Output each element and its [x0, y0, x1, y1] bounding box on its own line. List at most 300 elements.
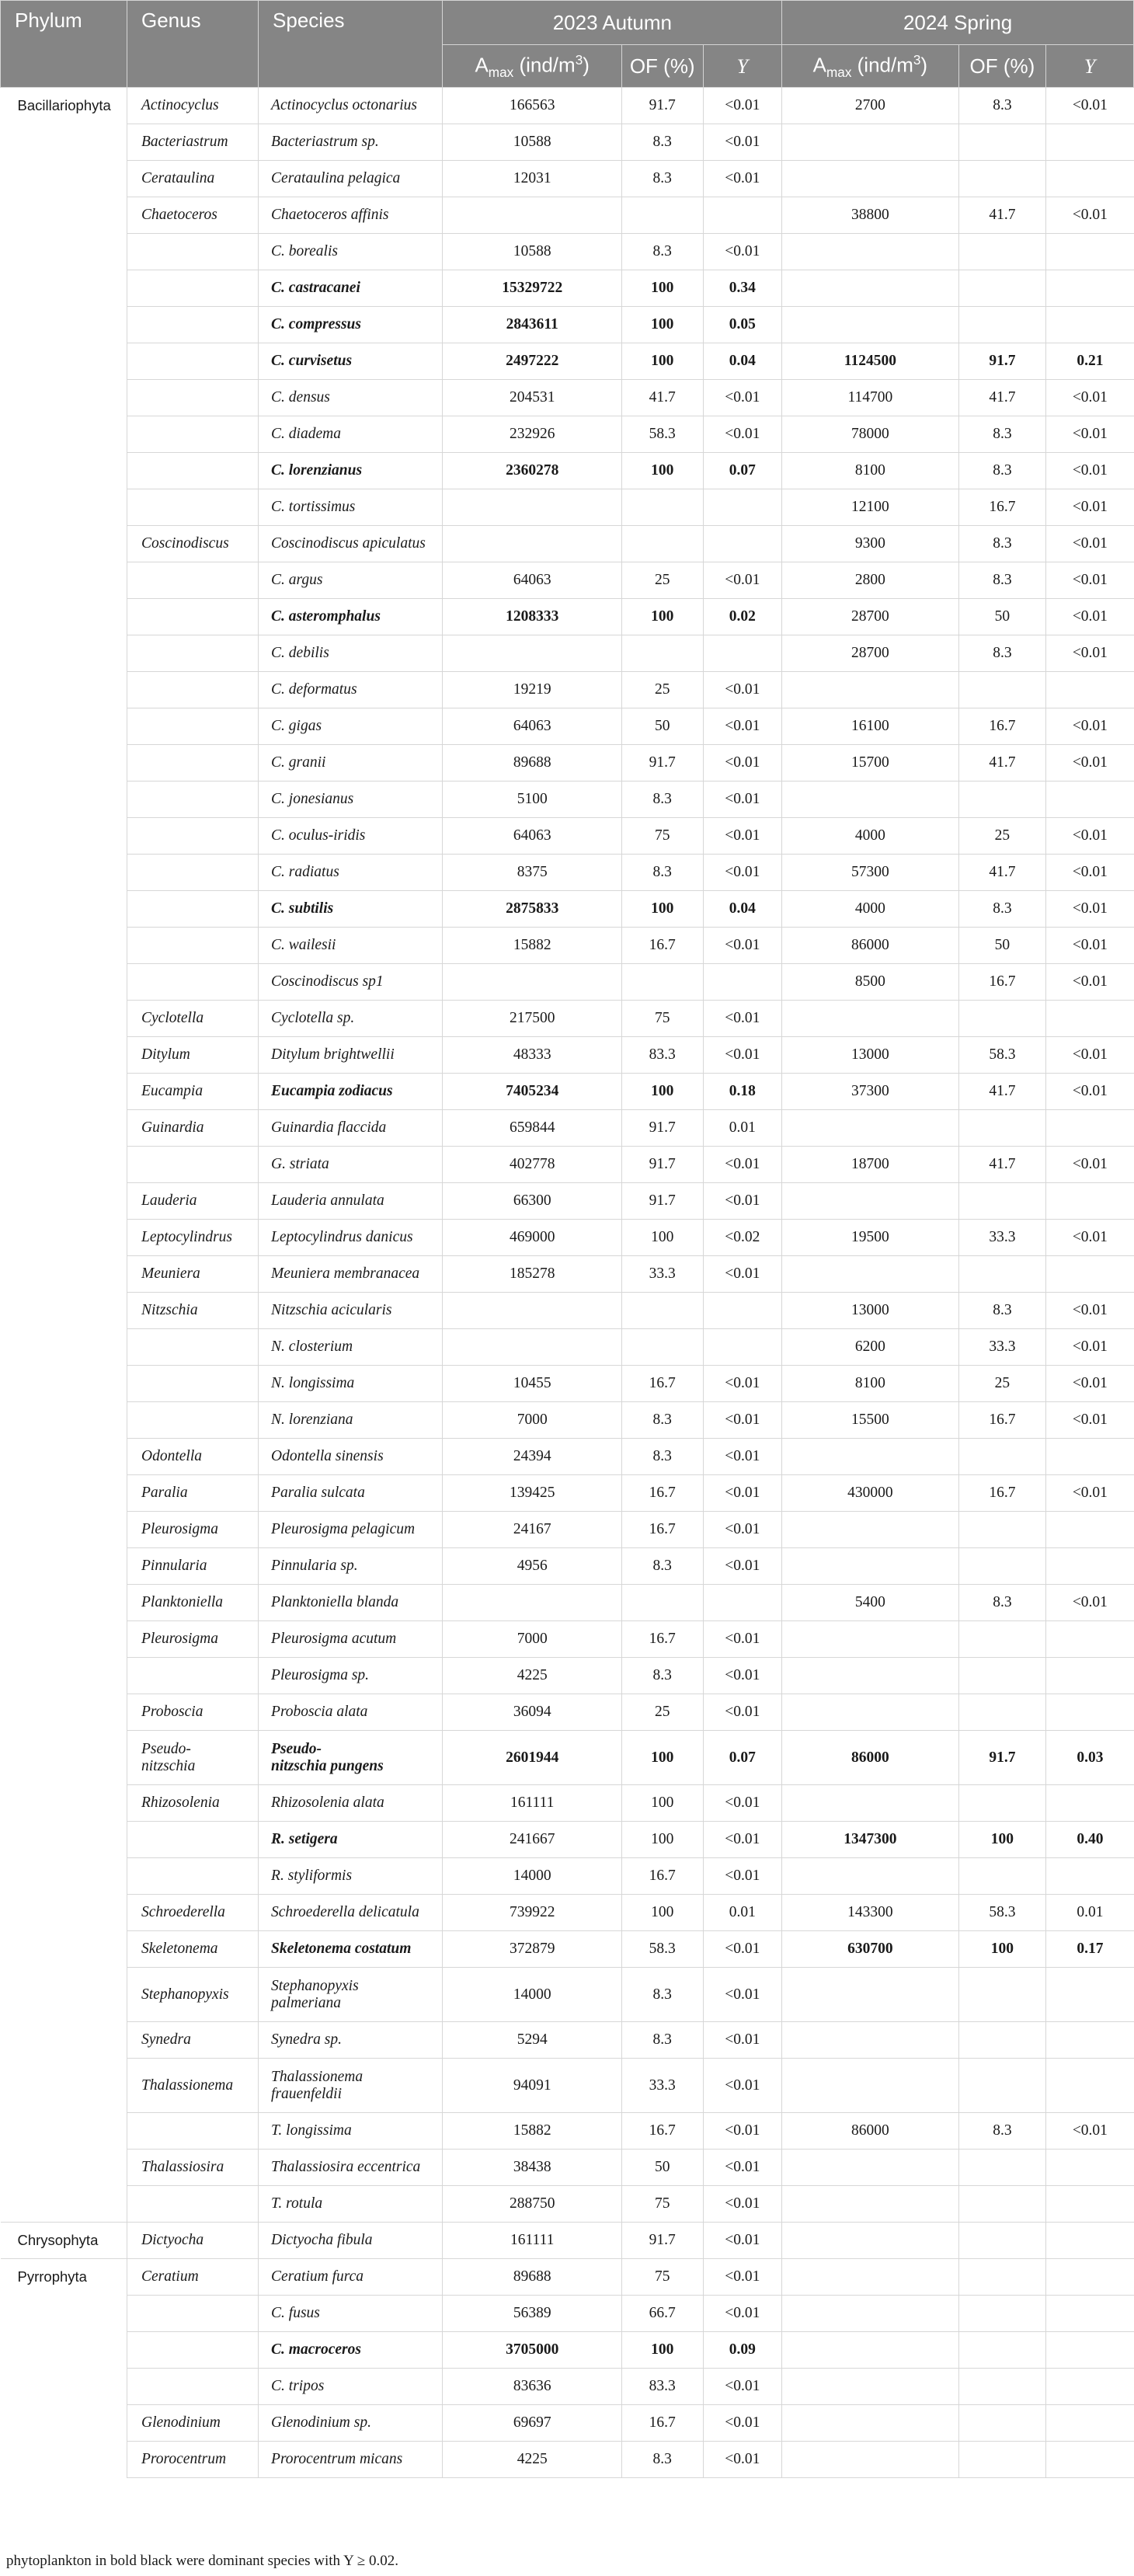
table-row	[1, 343, 1134, 380]
header-phylum: Phylum	[1, 1, 127, 88]
y-2024-cell	[1046, 1658, 1134, 1694]
of-2023-cell: 8.3	[621, 1402, 703, 1439]
amax-2024-cell: 630700	[782, 1931, 958, 1968]
of-2023-cell: 75	[621, 1001, 703, 1037]
y-2024-cell	[1046, 307, 1134, 343]
amax-2024-cell	[782, 2296, 958, 2332]
of-2023-cell: 41.7	[621, 380, 703, 416]
genus-cell	[127, 343, 259, 380]
of-2023-cell: 100	[621, 1074, 703, 1110]
table-row	[1, 855, 1134, 891]
genus-cell	[127, 599, 259, 635]
table-row	[1, 88, 1134, 124]
genus-cell	[127, 782, 259, 818]
of-2024-cell: 41.7	[958, 855, 1046, 891]
genus-cell	[127, 855, 259, 891]
amax-2024-cell: 1347300	[782, 1822, 958, 1858]
y-2024-cell	[1046, 1439, 1134, 1475]
amax-2024-cell	[782, 2150, 958, 2186]
genus-cell: Chaetoceros	[127, 197, 259, 234]
species-cell: C. subtilis	[259, 891, 443, 928]
amax-2024-cell	[782, 2059, 958, 2113]
of-2023-cell: 8.3	[621, 234, 703, 270]
y-2023-cell: <0.01	[703, 1658, 782, 1694]
amax-2024-cell	[782, 1001, 958, 1037]
table-row	[1, 745, 1134, 782]
amax-2024-cell: 8500	[782, 964, 958, 1001]
amax-2024-cell	[782, 782, 958, 818]
amax-2024-cell: 28700	[782, 635, 958, 672]
of-2023-cell: 100	[621, 599, 703, 635]
y-2024-cell	[1046, 1858, 1134, 1895]
y-2024-cell	[1046, 672, 1134, 708]
y-2023-cell	[703, 1293, 782, 1329]
y-2024-cell: <0.01	[1046, 818, 1134, 855]
of-2024-cell	[958, 234, 1046, 270]
of-2024-cell: 50	[958, 928, 1046, 964]
species-cell: R. styliformis	[259, 1858, 443, 1895]
y-2024-cell: <0.01	[1046, 1293, 1134, 1329]
header-y-2024: Y	[1046, 45, 1134, 88]
species-cell: C. curvisetus	[259, 343, 443, 380]
of-2023-cell: 8.3	[621, 1439, 703, 1475]
amax-2024-cell: 15700	[782, 745, 958, 782]
y-2023-cell: <0.01	[703, 1402, 782, 1439]
of-2023-cell: 16.7	[621, 2113, 703, 2150]
genus-cell	[127, 1366, 259, 1402]
amax-2023-cell: 69697	[443, 2405, 621, 2442]
of-2023-cell: 8.3	[621, 161, 703, 197]
of-2024-cell: 41.7	[958, 745, 1046, 782]
amax-2023-cell: 5100	[443, 782, 621, 818]
amax-2024-cell: 8100	[782, 453, 958, 489]
y-2024-cell	[1046, 1785, 1134, 1822]
amax-2023-cell: 48333	[443, 1037, 621, 1074]
amax-2024-cell	[782, 2369, 958, 2405]
amax-2023-cell: 217500	[443, 1001, 621, 1037]
species-cell: Stephanopyxis palmeriana	[259, 1968, 443, 2022]
amax-2023-cell: 139425	[443, 1475, 621, 1512]
table-row	[1, 818, 1134, 855]
amax-2023-cell: 2497222	[443, 343, 621, 380]
amax-2024-cell: 38800	[782, 197, 958, 234]
table-row	[1, 1785, 1134, 1822]
amax-2023-cell: 12031	[443, 161, 621, 197]
amax-2023-cell: 83636	[443, 2369, 621, 2405]
amax-2024-cell: 15500	[782, 1402, 958, 1439]
amax-2023-cell: 288750	[443, 2186, 621, 2223]
amax-2024-cell: 13000	[782, 1037, 958, 1074]
y-2024-cell	[1046, 2022, 1134, 2059]
table-row	[1, 2022, 1134, 2059]
table-header	[1, 1, 1134, 88]
y-2023-cell: <0.01	[703, 416, 782, 453]
of-2024-cell	[958, 1110, 1046, 1147]
amax-2024-cell	[782, 672, 958, 708]
table-row	[1, 1968, 1134, 2022]
y-2024-cell	[1046, 2223, 1134, 2259]
table-row	[1, 782, 1134, 818]
y-2024-cell: <0.01	[1046, 635, 1134, 672]
y-2023-cell	[703, 197, 782, 234]
species-cell: Thalassionema frauenfeldii	[259, 2059, 443, 2113]
amax-2023-cell	[443, 197, 621, 234]
y-2023-cell: <0.01	[703, 161, 782, 197]
y-2023-cell: 0.07	[703, 453, 782, 489]
of-2024-cell	[958, 2150, 1046, 2186]
y-2023-cell: 0.09	[703, 2332, 782, 2369]
of-2024-cell: 16.7	[958, 489, 1046, 526]
amax-2023-cell: 3705000	[443, 2332, 621, 2369]
genus-cell: Pleurosigma	[127, 1621, 259, 1658]
genus-cell	[127, 562, 259, 599]
of-2023-cell: 75	[621, 2186, 703, 2223]
amax-2024-cell: 143300	[782, 1895, 958, 1931]
species-cell: C. oculus-iridis	[259, 818, 443, 855]
genus-cell	[127, 380, 259, 416]
amax-2023-cell: 1208333	[443, 599, 621, 635]
amax-2023-cell: 64063	[443, 818, 621, 855]
of-2024-cell	[958, 1785, 1046, 1822]
table-row	[1, 416, 1134, 453]
amax-2024-cell: 28700	[782, 599, 958, 635]
species-cell: Glenodinium sp.	[259, 2405, 443, 2442]
of-2024-cell: 16.7	[958, 964, 1046, 1001]
table-row	[1, 635, 1134, 672]
species-cell: Chaetoceros affinis	[259, 197, 443, 234]
of-2024-cell: 41.7	[958, 1074, 1046, 1110]
amax-2023-cell: 2601944	[443, 1731, 621, 1785]
of-2023-cell: 83.3	[621, 2369, 703, 2405]
of-2023-cell: 50	[621, 2150, 703, 2186]
species-cell: C. compressus	[259, 307, 443, 343]
table-row	[1, 2150, 1134, 2186]
table-row	[1, 672, 1134, 708]
y-2024-cell	[1046, 1512, 1134, 1548]
y-2023-cell: <0.01	[703, 1621, 782, 1658]
amax-2024-cell	[782, 1110, 958, 1147]
y-2023-cell: <0.01	[703, 2059, 782, 2113]
table-row	[1, 197, 1134, 234]
of-2024-cell: 33.3	[958, 1220, 1046, 1256]
amax-2023-cell	[443, 964, 621, 1001]
y-2024-cell	[1046, 2059, 1134, 2113]
genus-cell: Actinocyclus	[127, 88, 259, 124]
y-2023-cell: <0.01	[703, 745, 782, 782]
y-2023-cell: <0.01	[703, 1512, 782, 1548]
amax-2024-cell	[782, 2223, 958, 2259]
genus-cell: Dictyocha	[127, 2223, 259, 2259]
of-2024-cell	[958, 2223, 1046, 2259]
of-2024-cell: 16.7	[958, 708, 1046, 745]
genus-cell	[127, 1858, 259, 1895]
amax-2024-cell: 37300	[782, 1074, 958, 1110]
y-2023-cell	[703, 635, 782, 672]
amax-2023-cell: 38438	[443, 2150, 621, 2186]
genus-cell	[127, 635, 259, 672]
amax-2024-cell: 9300	[782, 526, 958, 562]
y-2023-cell: <0.01	[703, 818, 782, 855]
of-2023-cell	[621, 964, 703, 1001]
amax-2024-cell: 6200	[782, 1329, 958, 1366]
y-2024-cell: <0.01	[1046, 1074, 1134, 1110]
amax-2024-cell: 57300	[782, 855, 958, 891]
y-2024-cell	[1046, 782, 1134, 818]
of-2023-cell: 75	[621, 2259, 703, 2296]
of-2024-cell	[958, 1548, 1046, 1585]
y-2023-cell: <0.01	[703, 1439, 782, 1475]
of-2023-cell: 33.3	[621, 2059, 703, 2113]
amax-2023-cell: 166563	[443, 88, 621, 124]
amax-2024-cell: 19500	[782, 1220, 958, 1256]
header-species: Species	[259, 1, 443, 88]
genus-cell	[127, 928, 259, 964]
y-2023-cell: <0.01	[703, 2296, 782, 2332]
species-cell: Pleurosigma pelagicum	[259, 1512, 443, 1548]
species-cell: Cerataulina pelagica	[259, 161, 443, 197]
table-row	[1, 1256, 1134, 1293]
table-row	[1, 1001, 1134, 1037]
of-2024-cell	[958, 1858, 1046, 1895]
of-2024-cell: 8.3	[958, 88, 1046, 124]
of-2024-cell	[958, 2059, 1046, 2113]
amax-2024-cell: 78000	[782, 416, 958, 453]
y-2024-cell	[1046, 2369, 1134, 2405]
table-row	[1, 380, 1134, 416]
amax-2024-cell: 1124500	[782, 343, 958, 380]
of-2024-cell	[958, 2332, 1046, 2369]
amax-2023-cell: 24167	[443, 1512, 621, 1548]
species-cell: C. radiatus	[259, 855, 443, 891]
of-2024-cell	[958, 2186, 1046, 2223]
table-row	[1, 1402, 1134, 1439]
of-2023-cell: 25	[621, 1694, 703, 1731]
y-2023-cell: <0.01	[703, 1366, 782, 1402]
genus-cell	[127, 1402, 259, 1439]
phylum-cell: Chrysophyta	[1, 2223, 127, 2259]
table-row	[1, 1329, 1134, 1366]
y-2024-cell: <0.01	[1046, 1329, 1134, 1366]
of-2024-cell: 100	[958, 1822, 1046, 1858]
table-row	[1, 124, 1134, 161]
of-2023-cell	[621, 635, 703, 672]
y-2024-cell	[1046, 161, 1134, 197]
table-row	[1, 1694, 1134, 1731]
species-cell: Pleurosigma sp.	[259, 1658, 443, 1694]
amax-2024-cell	[782, 307, 958, 343]
y-2023-cell: 0.34	[703, 270, 782, 307]
genus-cell	[127, 2296, 259, 2332]
table-row	[1, 2369, 1134, 2405]
y-2023-cell: 0.04	[703, 343, 782, 380]
species-cell: C. lorenzianus	[259, 453, 443, 489]
y-2024-cell	[1046, 1110, 1134, 1147]
species-cell: R. setigera	[259, 1822, 443, 1858]
species-cell: N. longissima	[259, 1366, 443, 1402]
table-row	[1, 234, 1134, 270]
amax-2024-cell: 5400	[782, 1585, 958, 1621]
of-2023-cell	[621, 1329, 703, 1366]
amax-2024-cell	[782, 124, 958, 161]
y-2023-cell: <0.01	[703, 1968, 782, 2022]
species-cell: C. castracanei	[259, 270, 443, 307]
genus-cell: Schroederella	[127, 1895, 259, 1931]
genus-cell	[127, 2113, 259, 2150]
genus-cell	[127, 2332, 259, 2369]
genus-cell: Pseudo- nitzschia	[127, 1731, 259, 1785]
table-row	[1, 526, 1134, 562]
y-2024-cell: <0.01	[1046, 380, 1134, 416]
y-2024-cell	[1046, 1694, 1134, 1731]
y-2024-cell: <0.01	[1046, 526, 1134, 562]
amax-2023-cell: 4225	[443, 1658, 621, 1694]
of-2024-cell: 91.7	[958, 1731, 1046, 1785]
y-2023-cell: <0.01	[703, 1931, 782, 1968]
of-2023-cell: 100	[621, 1785, 703, 1822]
table-body	[1, 88, 1134, 2478]
y-2024-cell: <0.01	[1046, 1585, 1134, 1621]
y-2023-cell: <0.01	[703, 124, 782, 161]
of-2024-cell	[958, 1512, 1046, 1548]
amax-2023-cell: 66300	[443, 1183, 621, 1220]
table-row	[1, 307, 1134, 343]
genus-cell: Leptocylindrus	[127, 1220, 259, 1256]
of-2024-cell	[958, 124, 1046, 161]
y-2024-cell	[1046, 2296, 1134, 2332]
y-2023-cell: 0.01	[703, 1895, 782, 1931]
amax-2024-cell	[782, 2332, 958, 2369]
of-2023-cell: 16.7	[621, 1858, 703, 1895]
y-2024-cell: <0.01	[1046, 88, 1134, 124]
y-2024-cell	[1046, 1183, 1134, 1220]
species-cell: C. granii	[259, 745, 443, 782]
y-2023-cell: <0.01	[703, 2150, 782, 2186]
amax-2023-cell: 7000	[443, 1402, 621, 1439]
y-2023-cell: <0.01	[703, 2223, 782, 2259]
genus-cell: Guinardia	[127, 1110, 259, 1147]
amax-2024-cell: 430000	[782, 1475, 958, 1512]
amax-2023-cell: 14000	[443, 1858, 621, 1895]
species-cell: Lauderia annulata	[259, 1183, 443, 1220]
genus-cell	[127, 489, 259, 526]
of-2023-cell: 16.7	[621, 928, 703, 964]
of-2024-cell: 8.3	[958, 1585, 1046, 1621]
of-2023-cell: 50	[621, 708, 703, 745]
y-2023-cell: <0.01	[703, 2113, 782, 2150]
amax-2024-cell	[782, 2186, 958, 2223]
of-2024-cell: 8.3	[958, 635, 1046, 672]
amax-2023-cell: 2875833	[443, 891, 621, 928]
species-cell: Rhizosolenia alata	[259, 1785, 443, 1822]
genus-cell	[127, 1822, 259, 1858]
table-row	[1, 1293, 1134, 1329]
y-2024-cell: <0.01	[1046, 708, 1134, 745]
y-2023-cell: <0.01	[703, 2259, 782, 2296]
y-2023-cell: <0.01	[703, 1037, 782, 1074]
table-row	[1, 1621, 1134, 1658]
amax-2024-cell: 86000	[782, 2113, 958, 2150]
species-cell: C. debilis	[259, 635, 443, 672]
of-2024-cell	[958, 2259, 1046, 2296]
genus-cell: Skeletonema	[127, 1931, 259, 1968]
amax-2024-cell: 2700	[782, 88, 958, 124]
header-of-2023: OF (%)	[621, 45, 703, 88]
species-cell: Bacteriastrum sp.	[259, 124, 443, 161]
of-2023-cell: 91.7	[621, 1110, 703, 1147]
amax-2023-cell: 659844	[443, 1110, 621, 1147]
species-cell: C. densus	[259, 380, 443, 416]
of-2023-cell: 16.7	[621, 1366, 703, 1402]
of-2024-cell	[958, 1183, 1046, 1220]
y-2024-cell: <0.01	[1046, 1402, 1134, 1439]
genus-cell	[127, 672, 259, 708]
species-cell: Eucampia zodiacus	[259, 1074, 443, 1110]
of-2023-cell: 8.3	[621, 124, 703, 161]
of-2024-cell	[958, 2022, 1046, 2059]
y-2024-cell: <0.01	[1046, 1366, 1134, 1402]
amax-2023-cell	[443, 1585, 621, 1621]
table-row	[1, 891, 1134, 928]
of-2023-cell	[621, 489, 703, 526]
of-2023-cell: 100	[621, 270, 703, 307]
of-2023-cell	[621, 526, 703, 562]
amax-2023-cell: 64063	[443, 562, 621, 599]
y-2024-cell: <0.01	[1046, 745, 1134, 782]
amax-2023-cell: 89688	[443, 745, 621, 782]
y-2024-cell: <0.01	[1046, 1220, 1134, 1256]
genus-cell	[127, 416, 259, 453]
table-row	[1, 2405, 1134, 2442]
amax-2024-cell	[782, 1858, 958, 1895]
y-2024-cell: <0.01	[1046, 1475, 1134, 1512]
amax-2023-cell: 36094	[443, 1694, 621, 1731]
table-row	[1, 2113, 1134, 2150]
y-2023-cell: <0.01	[703, 88, 782, 124]
of-2023-cell: 100	[621, 453, 703, 489]
species-cell: C. jonesianus	[259, 782, 443, 818]
y-2024-cell	[1046, 2405, 1134, 2442]
species-cell: Guinardia flaccida	[259, 1110, 443, 1147]
amax-2023-cell: 5294	[443, 2022, 621, 2059]
table-row	[1, 2186, 1134, 2223]
genus-cell: Odontella	[127, 1439, 259, 1475]
amax-2024-cell: 4000	[782, 818, 958, 855]
species-cell: Nitzschia acicularis	[259, 1293, 443, 1329]
y-2024-cell: 0.17	[1046, 1931, 1134, 1968]
species-cell: Leptocylindrus danicus	[259, 1220, 443, 1256]
amax-2024-cell	[782, 1621, 958, 1658]
species-cell: Planktoniella blanda	[259, 1585, 443, 1621]
amax-2024-cell	[782, 270, 958, 307]
y-2024-cell	[1046, 2186, 1134, 2223]
table-row	[1, 708, 1134, 745]
species-cell: C. tortissimus	[259, 489, 443, 526]
of-2024-cell	[958, 1658, 1046, 1694]
of-2023-cell: 100	[621, 1731, 703, 1785]
amax-2023-cell: 64063	[443, 708, 621, 745]
amax-2024-cell	[782, 1548, 958, 1585]
of-2023-cell: 16.7	[621, 1621, 703, 1658]
species-cell: Skeletonema costatum	[259, 1931, 443, 1968]
of-2023-cell: 100	[621, 1895, 703, 1931]
y-2023-cell	[703, 526, 782, 562]
genus-cell: Rhizosolenia	[127, 1785, 259, 1822]
of-2023-cell: 100	[621, 343, 703, 380]
y-2024-cell: <0.01	[1046, 599, 1134, 635]
of-2023-cell: 16.7	[621, 1475, 703, 1512]
genus-cell: Stephanopyxis	[127, 1968, 259, 2022]
amax-2024-cell	[782, 234, 958, 270]
